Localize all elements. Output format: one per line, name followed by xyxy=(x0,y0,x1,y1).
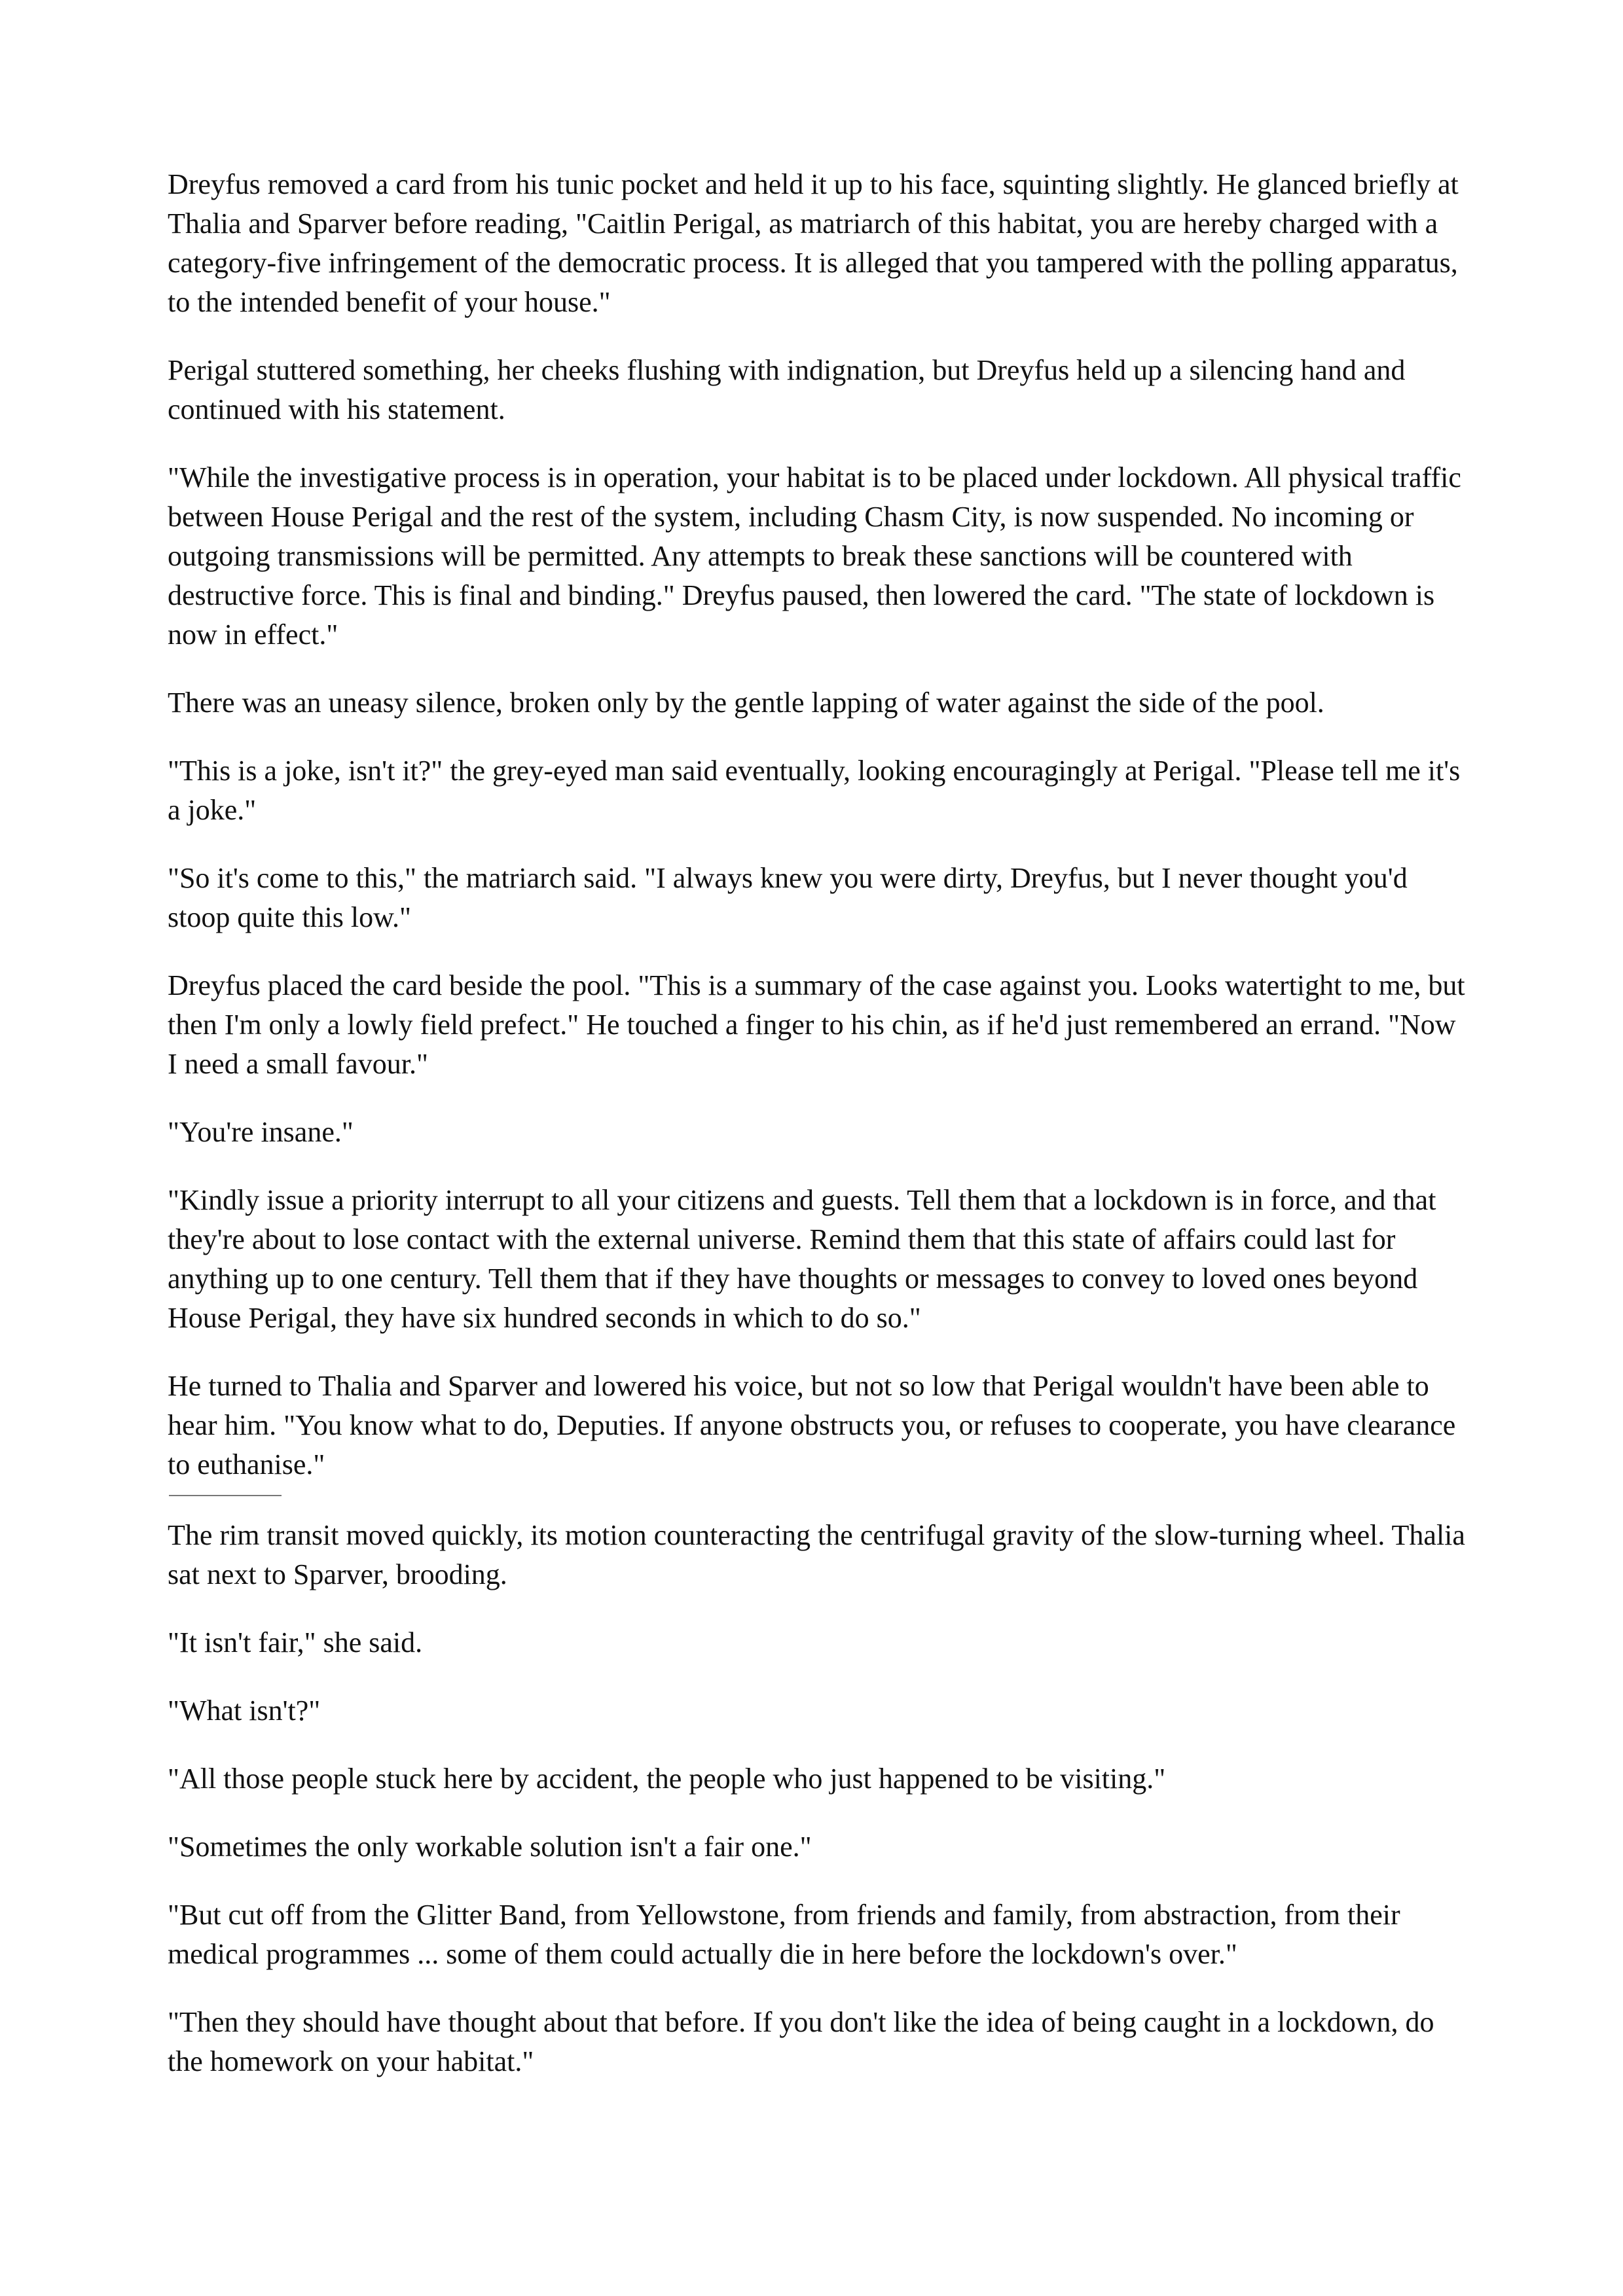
paragraph: "It isn't fair," she said. xyxy=(168,1626,423,1659)
paragraph: "What isn't?" xyxy=(168,1695,321,1727)
paragraph: He turned to Thalia and Sparver and lowered his voice, but not so low that Perigal wouldn't have been able to hear him. "You know what to do, Deputies. If anyone obstructs you, or refuses to cooperate, you have clearance to euthanise." xyxy=(168,1370,1456,1480)
paragraph: "All those people stuck here by accident, the people who just happened to be visiting." xyxy=(168,1763,1166,1795)
paragraph: "Sometimes the only workable solution isn't a fair one." xyxy=(168,1831,812,1863)
paragraph: "You're insane." xyxy=(168,1116,354,1148)
paragraph: There was an uneasy silence, broken only by the gentle lapping of water against the side of the pool. xyxy=(168,687,1324,719)
scene-break-rule xyxy=(169,1495,282,1496)
document-page xyxy=(168,165,1470,2110)
paragraph: "So it's come to this," the matriarch said. "I always knew you were dirty, Dreyfus, but I never thought you'd stoop quite this low." xyxy=(168,862,1408,933)
paragraph: Perigal stuttered something, her cheeks flushing with indignation, but Dreyfus held up a silencing hand and continued with his statement. xyxy=(168,354,1406,425)
paragraph: "Then they should have thought about that before. If you don't like the idea of being caught in a lockdown, do the homework on your habitat." xyxy=(168,2006,1434,2077)
paragraph: "Kindly issue a priority interrupt to all your citizens and guests. Tell them that a lockdown is in force, and that they're about to lose contact with the external universe. Remind them that this state of affairs could last for anything up to one century. Tell them that if they have thoughts or messages to convey to loved ones beyond House Perigal, they have six hundred seconds in which to do so." xyxy=(168,1184,1436,1334)
paragraph: "While the investigative process is in operation, your habitat is to be placed under lockdown. All physical traffic between House Perigal and the rest of the system, including Chasm City, is now suspended. No incoming or outgoing transmissions will be permitted. Any attempts to break these sanctions will be countered with destructive force. This is final and binding." Dreyfus paused, then lowered the card. "The state of lockdown is now in effect." xyxy=(168,461,1461,651)
paragraph: Dreyfus removed a card from his tunic pocket and held it up to his face, squinting slightly. He glanced briefly at Thalia and Sparver before reading, "Caitlin Perigal, as matriarch of this habitat, you are hereby charged with a category-five infringement of the democratic process. It is alleged that you tampered with the polling apparatus, to the intended benefit of your house." xyxy=(168,168,1459,318)
paragraph: Dreyfus placed the card beside the pool. "This is a summary of the case against you. Looks watertight to me, but then I'm only a lowly field prefect." He touched a finger to his chin, as if he'd just remembered an errand. "Now I need a small favour." xyxy=(168,969,1465,1080)
paragraph: "But cut off from the Glitter Band, from Yellowstone, from friends and family, from abstraction, from their medical programmes ... some of them could actually die in here before the lockdown's over." xyxy=(168,1899,1400,1970)
paragraph: "This is a joke, isn't it?" the grey-eyed man said eventually, looking encouragingly at Perigal. "Please tell me it's a joke." xyxy=(168,755,1461,826)
paragraph: The rim transit moved quickly, its motion counteracting the centrifugal gravity of the slow-turning wheel. Thalia sat next to Sparver, brooding. xyxy=(168,1519,1465,1590)
